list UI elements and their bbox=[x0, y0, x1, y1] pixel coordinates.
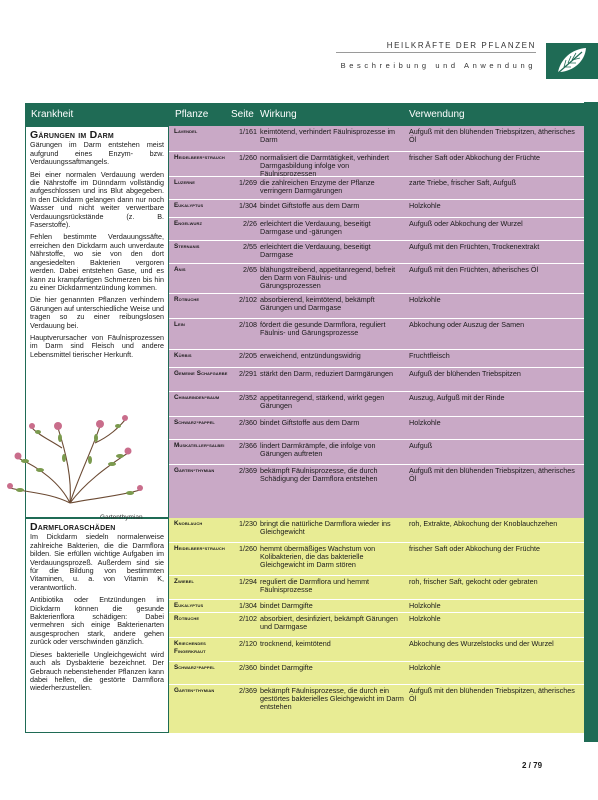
leaf-icon bbox=[554, 45, 590, 77]
page-ref: 2/26 bbox=[243, 219, 257, 228]
page-ref: 2/120 bbox=[239, 639, 257, 648]
usage-text: roh, frischer Saft, gekocht oder gebraten bbox=[409, 577, 538, 586]
thyme-illustration bbox=[0, 398, 150, 513]
paragraph: Dieses bakterielle Ungleichgewicht wird auch als Dysbakterie bezeichnet. Der Gebrauch nebenstehender Pflanzen kann dabei helfen, die gestörte Darmflora wiederherzustellen. bbox=[30, 649, 164, 693]
section-darmflora-rows bbox=[169, 518, 584, 733]
table-row bbox=[169, 518, 584, 542]
page-ref: 1/230 bbox=[239, 519, 257, 528]
effect-text: bekämpft Fäulnisprozesse, die durch Schädigung der Darmflora entstehen bbox=[260, 466, 378, 484]
effect-text: absorbierend, keimtötend, bekämpft Gärungen und Darmgase bbox=[260, 295, 375, 313]
usage-text: Abkochung des Wurzelstocks und der Wurzel bbox=[409, 639, 554, 648]
col-wirkung: Wirkung bbox=[260, 109, 297, 120]
usage-text: Holzkohle bbox=[409, 295, 441, 304]
plant-name: Heidelbeer-strauch bbox=[174, 154, 225, 161]
table-row bbox=[169, 217, 584, 241]
table-row bbox=[169, 612, 584, 638]
effect-text: bringt die natürliche Darmflora wieder ins Gleichgewicht bbox=[260, 519, 391, 537]
table-row bbox=[169, 367, 584, 392]
effect-text: bindet Darmgifte bbox=[260, 601, 313, 610]
effect-text: bindet Darmgifte bbox=[260, 663, 313, 672]
plant-name: Kriechendes Fingerkraut bbox=[174, 640, 206, 655]
effect-text: reguliert die Darmflora und hemmt Fäulnisprozesse bbox=[260, 577, 370, 595]
section-gaerungen-rows bbox=[169, 126, 584, 518]
usage-text: Aufguß mit den blühenden Triebspitzen, ätherisches Öl bbox=[409, 466, 575, 484]
paragraph: Im Dickdarm siedeln normalerweise zahlreiche Bakterien, die die Darmflora bilden. Sie erfüllen wichtige Aufgaben im Verdauungsprozeß. Außerdem sind sie für die Bildung von bestimmten Vitaminen, u. a. von Vitamin K, verantwortlich. bbox=[30, 532, 164, 592]
page-ref: 2/108 bbox=[239, 320, 257, 329]
usage-text: Aufguß mit den Früchten, ätherisches Öl bbox=[409, 265, 539, 274]
effect-text: stärkt den Darm, reduziert Darmgärungen bbox=[260, 369, 394, 378]
plant-name: Eukalyptus bbox=[174, 602, 204, 609]
col-seite: Seite bbox=[231, 109, 254, 120]
page-ref: 1/304 bbox=[239, 601, 257, 610]
usage-text: Aufguß mit den Früchten, Trockenextrakt bbox=[409, 242, 540, 251]
table-row bbox=[169, 263, 584, 294]
usage-text: frischer Saft oder Abkochung der Früchte bbox=[409, 544, 541, 553]
usage-text: zarte Triebe, frischer Saft, Aufguß bbox=[409, 178, 517, 187]
page-ref: 2/369 bbox=[239, 686, 257, 695]
usage-text: Aufguß oder Abkochung der Wurzel bbox=[409, 219, 523, 228]
usage-text: roh, Extrakte, Abkochung der Knoblauchzehen bbox=[409, 519, 558, 528]
side-accent-bar bbox=[584, 102, 598, 742]
page-ref: 1/294 bbox=[239, 577, 257, 586]
leaf-logo bbox=[546, 43, 598, 79]
page-ref: 2/102 bbox=[239, 295, 257, 304]
table-row bbox=[169, 176, 584, 200]
plant-name: Rotbuche bbox=[174, 296, 200, 303]
page-ref: 2/205 bbox=[239, 351, 257, 360]
plant-name: Schwarz-pappel bbox=[174, 419, 215, 426]
usage-text: Aufguß mit den blühenden Triebspitzen, ätherisches Öl bbox=[409, 686, 575, 704]
page-ref: 2/360 bbox=[239, 418, 257, 427]
section-title: Gärungen im Darm bbox=[30, 129, 114, 141]
effect-text: bindet Giftstoffe aus dem Darm bbox=[260, 201, 360, 210]
paragraph: Bei einer normalen Verdauung werden die Nährstoffe im Dünndarm vollständig aufgeschlossen und ins Blut abgegeben. In den Dickdarm gelangen dann nur noch Wasser und nicht weiter verwertbare Verdauungsrückstände (z. B. Faserstoffe). bbox=[30, 169, 164, 230]
usage-text: Holzkohle bbox=[409, 601, 441, 610]
page-ref: 1/161 bbox=[239, 127, 257, 136]
effect-text: hemmt übermäßiges Wachstum von Kolibakterien, die das bakterielle Gleichgewicht im Darm stören bbox=[260, 544, 376, 570]
usage-text: Holzkohle bbox=[409, 201, 441, 210]
header-rule bbox=[336, 52, 536, 53]
usage-text: frischer Saft oder Abkochung der Früchte bbox=[409, 153, 541, 162]
paragraph: Die hier genannten Pflanzen verhindern Gärungen auf unterschiedliche Weise und tragen so zu einer reibungslosen Verdauung bei. bbox=[30, 295, 164, 330]
table-row bbox=[169, 684, 584, 717]
header-subtitle: Beschreibung und Anwendung bbox=[340, 61, 536, 70]
effect-text: erweichend, entzündungswidrig bbox=[260, 351, 361, 360]
effect-text: fördert die gesunde Darmflora, reguliert Fäulnis- und Gärungsprozesse bbox=[260, 320, 386, 338]
plant-name: Rotbuche bbox=[174, 615, 200, 622]
table-row bbox=[169, 151, 584, 177]
table-row bbox=[169, 293, 584, 319]
effect-text: normalisiert die Darmtätigkeit, verhindert Darmgasbildung infolge von Fäulnisprozessen bbox=[260, 153, 390, 179]
effect-text: absorbiert, desinfiziert, bekämpft Gärungen und Darmgase bbox=[260, 614, 398, 632]
plant-name: Engelwurz bbox=[174, 220, 202, 227]
usage-text: Aufguß bbox=[409, 441, 433, 450]
illustration-caption: Gartenthymian bbox=[100, 514, 143, 521]
plant-name: Kürbis bbox=[174, 352, 192, 359]
page-ref: 2/366 bbox=[239, 441, 257, 450]
page-ref: 1/304 bbox=[239, 201, 257, 210]
page-ref: 2/55 bbox=[243, 242, 257, 251]
table-row bbox=[169, 599, 584, 613]
effect-text: erleichtert die Verdauung, beseitigt Darmgase und -gärungen bbox=[260, 219, 371, 237]
effect-text: appetitanregend, stärkend, wirkt gegen Gärungen bbox=[260, 393, 385, 411]
table-row bbox=[169, 439, 584, 465]
plant-name: Garten-thymian bbox=[174, 687, 215, 694]
col-krankheit: Krankheit bbox=[31, 109, 74, 120]
effect-text: lindert Darmkrämpfe, die infolge von Gärungen auftreten bbox=[260, 441, 376, 459]
table-row bbox=[169, 637, 584, 662]
col-pflanze: Pflanze bbox=[175, 109, 209, 120]
table-row bbox=[169, 542, 584, 576]
usage-text: Aufguß mit den blühenden Triebspitzen, ätherisches Öl bbox=[409, 127, 575, 145]
table-row bbox=[169, 349, 584, 368]
effect-text: blähungstreibend, appetitanregend, befreit den Darm von Fäulnis- und Gärungsprozessen bbox=[260, 265, 396, 291]
usage-text: Holzkohle bbox=[409, 418, 441, 427]
page-ref: 1/260 bbox=[239, 153, 257, 162]
table-row bbox=[169, 391, 584, 417]
table-row bbox=[169, 199, 584, 218]
usage-text: Holzkohle bbox=[409, 663, 441, 672]
effect-text: erleichtert die Verdauung, beseitigt Darmgase bbox=[260, 242, 371, 260]
usage-text: Holzkohle bbox=[409, 614, 441, 623]
page-ref: 2/352 bbox=[239, 393, 257, 402]
usage-text: Auszug, Aufguß mit der Rinde bbox=[409, 393, 505, 402]
page-ref: 1/269 bbox=[239, 178, 257, 187]
plant-name: Luzerne bbox=[174, 179, 195, 186]
paragraph: Gärungen im Darm entstehen meist aufgrund eines Enzym- bzw. Verdauungssaftmangels. bbox=[30, 140, 164, 167]
table-row bbox=[169, 661, 584, 685]
plant-name: Muskateller-salbei bbox=[174, 442, 225, 449]
plant-name: Anis bbox=[174, 266, 186, 273]
effect-text: bekämpft Fäulnisprozesse, die durch ein gestörtes bakterielles Gleichgewicht im Darm entstehen bbox=[260, 686, 404, 712]
header-title: HEILKRÄFTE DER PFLANZEN bbox=[386, 41, 536, 50]
paragraph: Antibiotika oder Entzündungen im Dickdarm können die gesunde Bakterienflora schädigen: Dabei vermehren sich einige Bakterienarten ausgesprochen stark, andere gehen zurück oder verschwinden gänzlich. bbox=[30, 595, 164, 647]
plant-name: Eukalyptus bbox=[174, 202, 204, 209]
table-row bbox=[169, 416, 584, 440]
page-ref: 2/102 bbox=[239, 614, 257, 623]
paragraph: Hauptverursacher von Fäulnisprozessen im Darm sind Fleisch und andere Lebensmittel tierischer Herkunft. bbox=[30, 332, 164, 359]
table-row bbox=[169, 575, 584, 600]
page-ref: 2/291 bbox=[239, 369, 257, 378]
table-row bbox=[169, 464, 584, 489]
usage-text: Aufguß der blühenden Triebspitzen bbox=[409, 369, 521, 378]
plant-name: Lein bbox=[174, 321, 185, 328]
section-title: Darmfloraschäden bbox=[30, 521, 116, 533]
effect-text: keimtötend, verhindert Fäulnisprozesse im Darm bbox=[260, 127, 396, 145]
table-header bbox=[25, 103, 584, 126]
page-number: 2 / 79 bbox=[522, 761, 543, 770]
effect-text: trocknend, keimtötend bbox=[260, 639, 331, 648]
table-row bbox=[169, 240, 584, 264]
effect-text: bindet Giftstoffe aus dem Darm bbox=[260, 418, 360, 427]
col-verwendung: Verwendung bbox=[409, 109, 465, 120]
table-row bbox=[169, 126, 584, 151]
usage-text: Fruchtfleisch bbox=[409, 351, 450, 360]
effect-text: die zahlreichen Enzyme der Pflanze verringern Darmgärungen bbox=[260, 178, 375, 196]
plant-name: Chinarinden-baum bbox=[174, 394, 220, 401]
plant-name: Schwarz-pappel bbox=[174, 664, 215, 671]
paragraph: Fehlen bestimmte Verdauungssäfte, erreichen den Dickdarm auch unverdaute Nährstoffe, wo sie von den dort angesiedelten Bakterien vergoren werden. Dabei entstehen Gase, und es kann zu krampfartigen Schmerzen bis hin zu einer Dickdarmentzündung kommen. bbox=[30, 232, 164, 292]
section-darmflora-text bbox=[25, 518, 169, 733]
table-row bbox=[169, 318, 584, 350]
plant-name: Garten-thymian bbox=[174, 467, 215, 474]
plant-name: Heidelbeer-strauch bbox=[174, 545, 225, 552]
page-ref: 2/369 bbox=[239, 466, 257, 475]
page-ref: 2/65 bbox=[243, 265, 257, 274]
page-ref: 2/360 bbox=[239, 663, 257, 672]
plant-name: Knoblauch bbox=[174, 520, 203, 527]
usage-text: Abkochung oder Auszug der Samen bbox=[409, 320, 525, 329]
plant-name: Zwiebel bbox=[174, 578, 195, 585]
page-ref: 1/260 bbox=[239, 544, 257, 553]
plant-name: Gemeine Schafgarbe bbox=[174, 370, 228, 377]
plant-name: Sternanis bbox=[174, 243, 200, 250]
plant-name: Lavendel bbox=[174, 128, 198, 135]
